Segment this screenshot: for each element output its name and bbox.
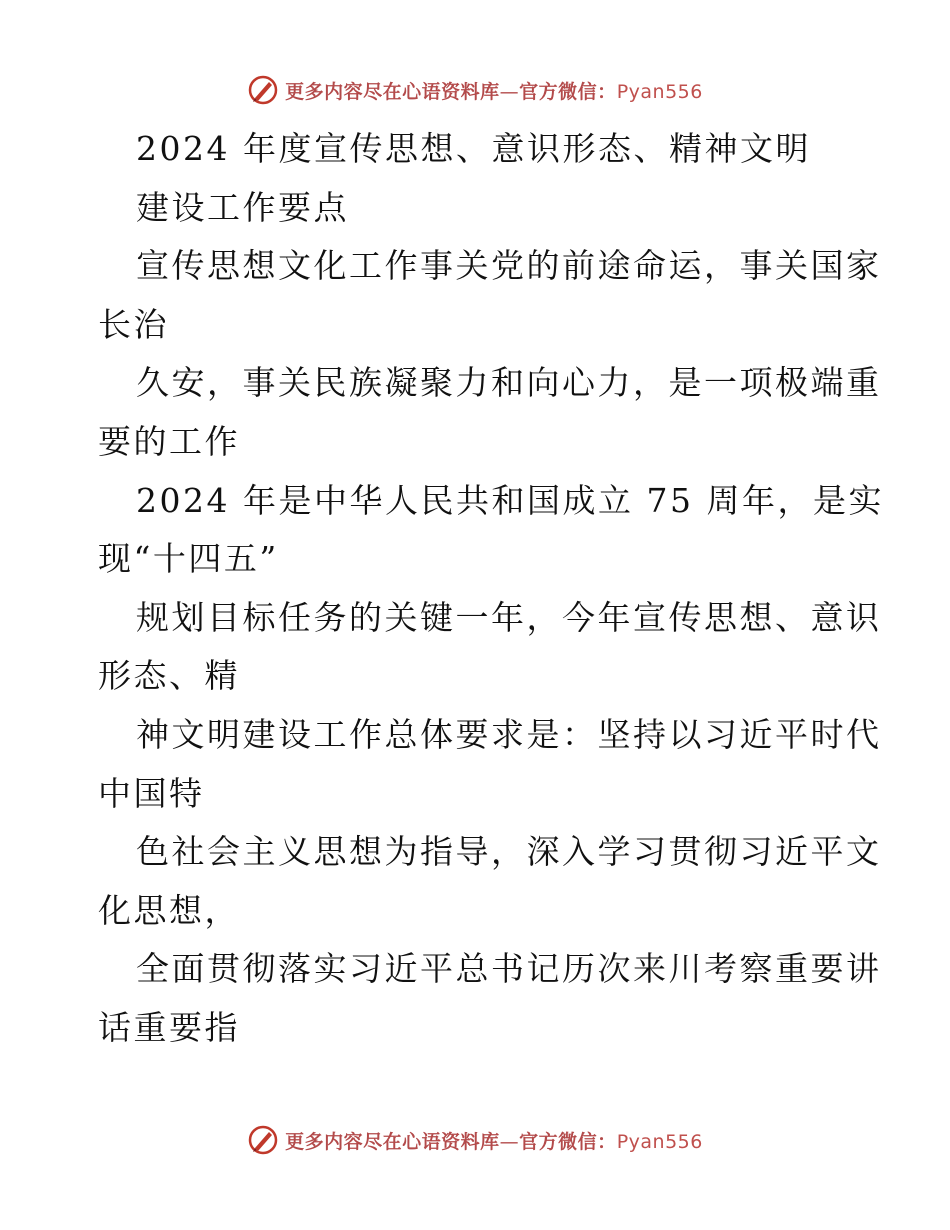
document-body bbox=[98, 120, 884, 1058]
doc-line: 宣传思想文化工作事关党的前途命运，事关国家 bbox=[136, 246, 882, 286]
watermark-cn: 更多内容尽在心语资料库 bbox=[285, 80, 500, 103]
doc-line: 话重要指 bbox=[98, 1007, 240, 1047]
doc-line: 色社会主义思想为指导，深入学习贯彻习近平文 bbox=[136, 832, 882, 872]
pen-logo-icon bbox=[247, 1124, 279, 1156]
pen-logo-icon bbox=[247, 74, 279, 106]
doc-line: 2024 年度宣传思想、意识形态、精神文明 bbox=[136, 129, 811, 168]
doc-line: 现“十四五” bbox=[98, 539, 279, 579]
doc-line: 久安，事关民族凝聚力和向心力，是一项极端重 bbox=[136, 363, 882, 403]
watermark-cn: 更多内容尽在心语资料库 bbox=[285, 1130, 500, 1153]
footer-watermark bbox=[0, 1120, 950, 1160]
doc-line: 化思想， bbox=[98, 890, 240, 930]
doc-line: 中国特 bbox=[98, 773, 205, 813]
doc-line: 要的工作 bbox=[98, 421, 240, 461]
watermark-dash: — bbox=[499, 80, 520, 103]
watermark-id: Pyan556 bbox=[616, 1130, 703, 1153]
watermark-text bbox=[285, 77, 703, 104]
doc-line: 全面贯彻落实习近平总书记历次来川考察重要讲 bbox=[136, 949, 882, 989]
doc-line: 规划目标任务的关键一年，今年宣传思想、意识 bbox=[136, 597, 882, 637]
watermark-text bbox=[285, 1127, 703, 1154]
doc-line: 2024 年是中华人民共和国成立 75 周年，是实 bbox=[136, 480, 884, 520]
doc-line: 长治 bbox=[98, 304, 169, 344]
doc-line: 形态、精 bbox=[98, 656, 240, 696]
watermark-dash: — bbox=[499, 1130, 520, 1153]
watermark-wechat: 官方微信： bbox=[519, 80, 617, 103]
watermark-wechat: 官方微信： bbox=[519, 1130, 617, 1153]
doc-line: 建设工作要点 bbox=[136, 187, 349, 227]
watermark-id: Pyan556 bbox=[616, 80, 703, 103]
header-watermark bbox=[0, 70, 950, 110]
doc-line: 神文明建设工作总体要求是：坚持以习近平时代 bbox=[136, 714, 882, 754]
